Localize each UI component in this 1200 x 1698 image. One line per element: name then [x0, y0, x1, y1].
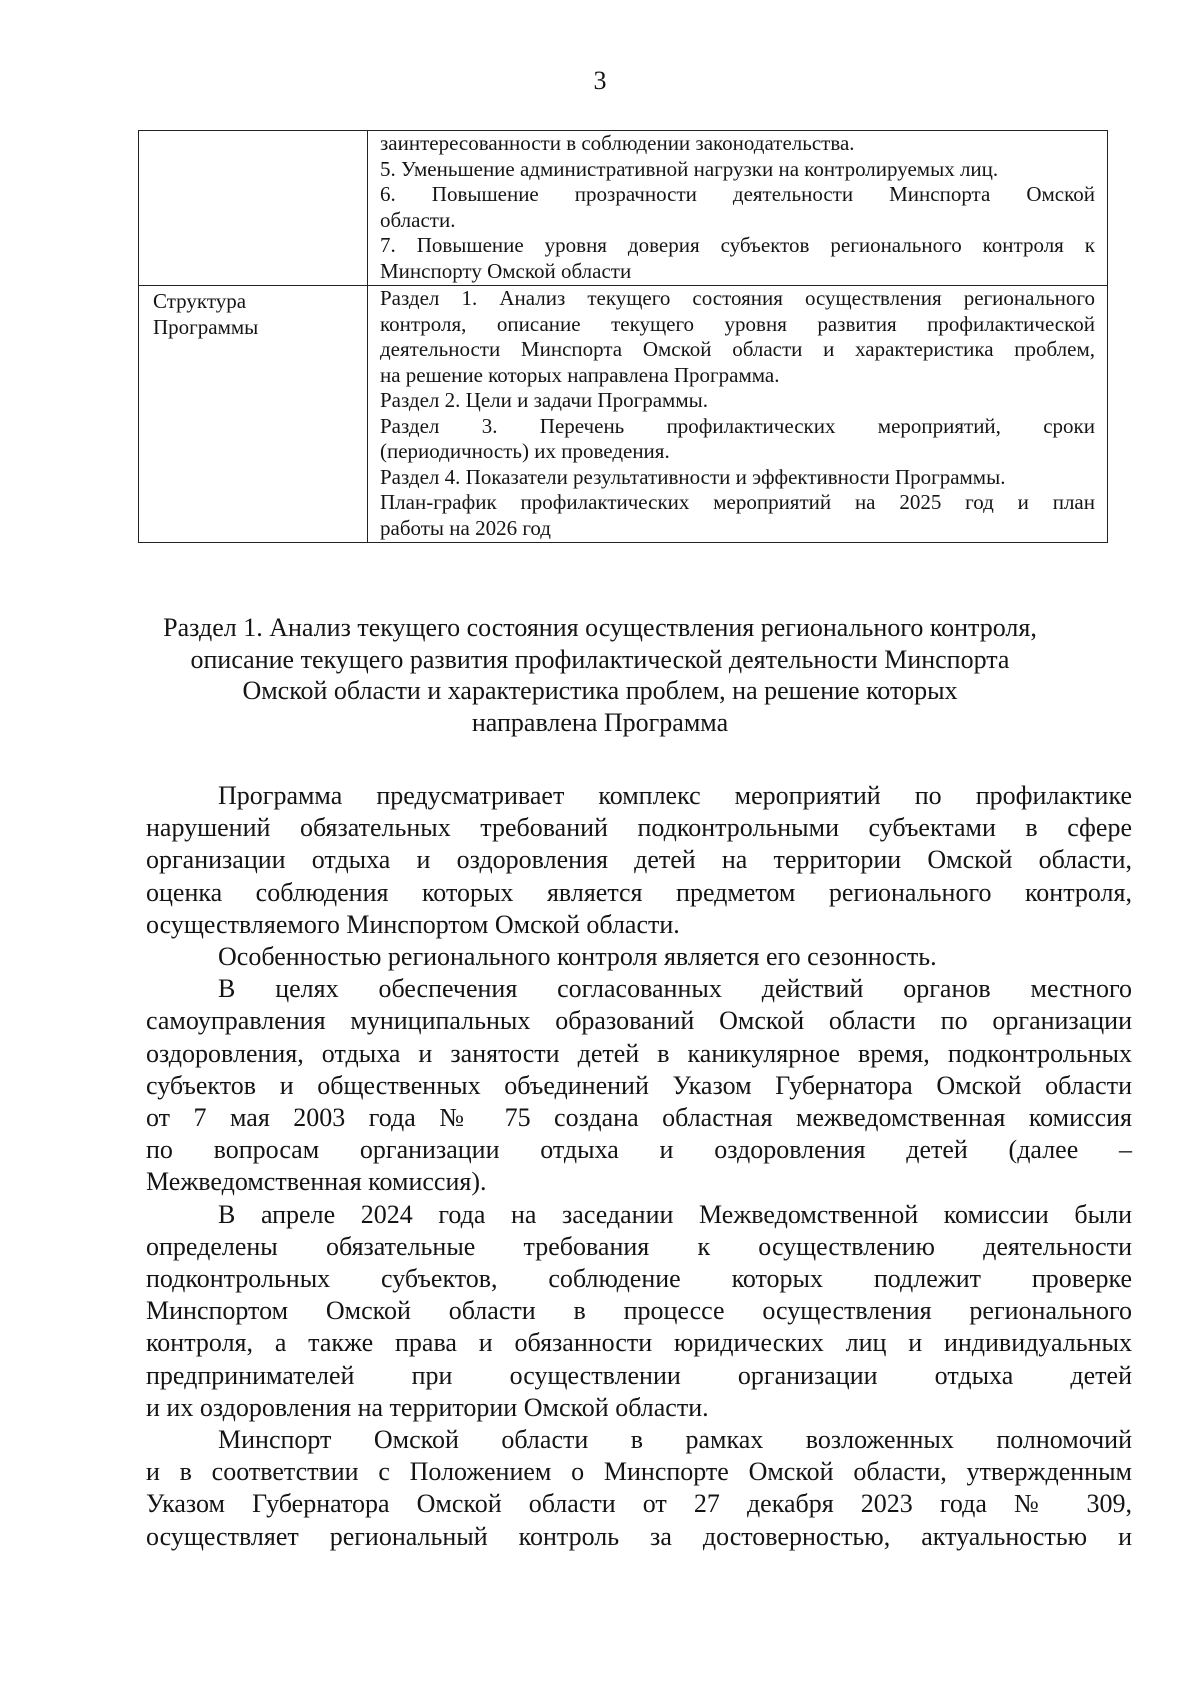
paragraph-line: В целях обеспечения согласованных действий органов местного [218, 974, 1132, 1004]
paragraph-line: Указом Губернатора Омской области от 27 декабря 2023 года № 309, [146, 1489, 1132, 1519]
paragraph-line: Программа предусматривает комплекс мероприятий по профилактике [218, 781, 1132, 810]
table-cell-empty [139, 131, 368, 286]
paragraph [146, 1199, 1132, 1424]
paragraph-line: Межведомственная комиссия). [146, 1167, 487, 1197]
paragraph-line: предпринимателей при осуществлении организации отдыха детей [146, 1360, 1132, 1390]
table-cell-line: План-график профилактических мероприятий на 2025 год и план [380, 490, 1095, 514]
table-cell-line: (периодичность) их проведения. [380, 439, 670, 463]
paragraph-line: субъектов и общественных объединений Указом Губернатора Омской области [146, 1070, 1132, 1100]
paragraph [146, 973, 1132, 1198]
paragraph-line: В апреле 2024 года на заседании Межведомственной комиссии были [218, 1199, 1132, 1229]
table-cell-expected-results [368, 131, 1108, 286]
paragraph-line: определены обязательные требования к осуществлению деятельности [146, 1231, 1132, 1261]
table-cell-line: деятельности Минспорта Омской области и характеристика проблем, [380, 337, 1095, 361]
paragraph-line: и в соответствии с Положением о Минспорте Омской области, утвержденным [146, 1457, 1132, 1487]
table-cell-line: 7. Повышение уровня доверия субъектов регионального контроля к [380, 233, 1095, 257]
table-cell-line: работы на 2026 год [380, 515, 551, 540]
paragraph-line: и их оздоровления на территории Омской области. [146, 1392, 709, 1422]
paragraph-line: Минспортом Омской области в процессе осуществления регионального [146, 1296, 1132, 1326]
paragraph-line: по вопросам организации отдыха и оздоровления детей (далее – [146, 1135, 1132, 1165]
paragraph-line: самоуправления муниципальных образований Омской области по организации [146, 1006, 1132, 1036]
paragraph [146, 780, 1132, 941]
table-cell-line: Раздел 2. Цели и задачи Программы. [380, 388, 708, 412]
paragraph-line: организации отдыха и оздоровления детей на территории Омской области, [146, 845, 1132, 875]
section-title-line: описание текущего развития профилактической деятельности Минспорта [190, 644, 1010, 674]
table-cell-line: Минспорту Омской области [380, 258, 632, 283]
table-cell-line: контроля, описание текущего уровня развития профилактической [380, 311, 1095, 336]
program-passport-table [138, 130, 1108, 543]
section-title [150, 612, 1050, 738]
paragraph-line: от 7 мая 2003 года № 75 создана областная межведомственная комиссия [146, 1103, 1132, 1133]
body-text [146, 780, 1132, 1553]
paragraph-line: контроля, а также права и обязанности юридических лиц и индивидуальных [146, 1328, 1132, 1358]
section-title-line: Раздел 1. Анализ текущего состояния осуществления регионального контроля, [163, 613, 1037, 642]
section-title-line: направлена Программа [471, 707, 729, 737]
table-cell-structure-content [368, 286, 1108, 543]
table-cell-line: Раздел 3. Перечень профилактических мероприятий, сроки [380, 413, 1095, 438]
table-cell-line: Раздел 1. Анализ текущего состояния осуществления регионального [380, 286, 1095, 310]
paragraph-line: Минспорт Омской области в рамках возложенных полномочий [218, 1425, 1132, 1455]
paragraph-line: осуществляет региональный контроль за достоверностью, актуальностью и [146, 1521, 1132, 1551]
paragraph-line: оценка соблюдения которых является предметом регионального контроля, [146, 877, 1132, 907]
section-title-line: Омской области и характеристика проблем, на решение которых [242, 676, 958, 705]
table-row-continuation [139, 131, 1108, 286]
paragraph [146, 1424, 1132, 1553]
paragraph-line: подконтрольных субъектов, соблюдение которых подлежит проверке [146, 1264, 1132, 1294]
table-cell-line: 6. Повышение прозрачности деятельности Минспорта Омской [380, 182, 1095, 206]
table-cell-line: на решение которых направлена Программа. [380, 362, 780, 387]
table-cell-line: области. [380, 207, 456, 232]
paragraph-line: осуществляемого Минспортом Омской области. [146, 909, 680, 939]
paragraph [146, 941, 1132, 973]
table-cell-line: 5. Уменьшение административной нагрузки на контролируемых лиц. [380, 156, 999, 181]
page-number: 3 [593, 66, 607, 95]
table-cell-line: заинтересованности в соблюдении законодательства. [380, 131, 855, 155]
paragraph-line: нарушений обязательных требований подконтрольными субъектами в сфере [146, 813, 1132, 843]
table-cell-line: Раздел 4. Показатели результативности и эффективности Программы. [380, 464, 1006, 489]
structure-label-line: Программы [153, 314, 259, 339]
table-cell-structure-label [139, 286, 368, 543]
table-row-structure [139, 286, 1108, 543]
paragraph-line: оздоровления, отдыха и занятости детей в каникулярное время, подконтрольных [146, 1038, 1132, 1068]
paragraph-line: Особенностью регионального контроля является его сезонность. [218, 942, 937, 972]
structure-label-line: Структура [153, 289, 247, 313]
